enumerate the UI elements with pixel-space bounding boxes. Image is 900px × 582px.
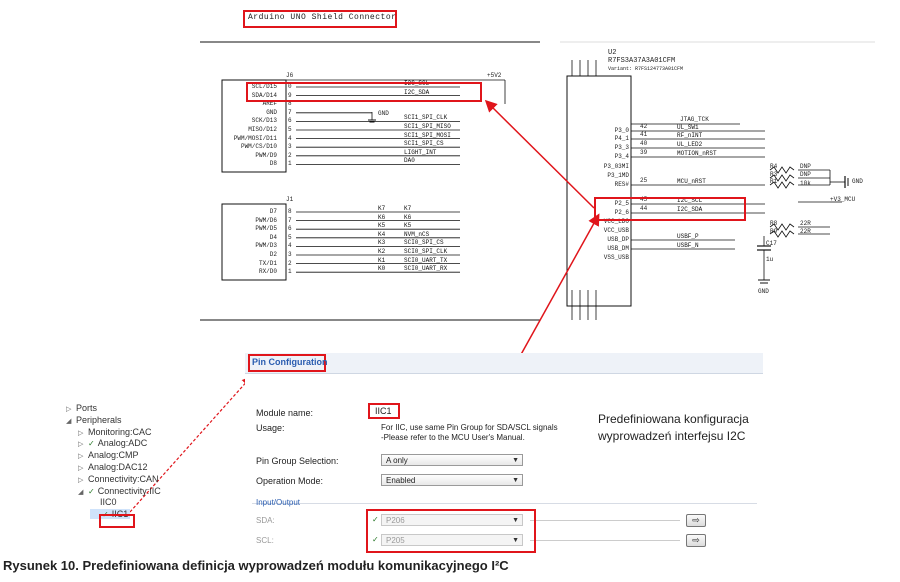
j6-pin-number: 0 — [288, 83, 292, 90]
tree-item-label: Connectivity:CAN — [88, 473, 159, 484]
j6-pin-number: 6 — [288, 117, 292, 125]
u2-r9val: 22R — [800, 228, 811, 235]
u2-pin-name: VCC_USB — [603, 227, 629, 234]
u2-r8: R8 — [770, 220, 778, 227]
u2-pin-name: P2_5 — [614, 200, 629, 207]
check-icon: ✓ — [88, 439, 95, 449]
j1-pin-number: 3 — [288, 251, 292, 258]
op-mode-label: Operation Mode: — [256, 476, 324, 486]
u2-net-label: RF_nINT — [677, 132, 703, 139]
u2-net-label: UL_LED2 — [677, 141, 703, 148]
usage-text-1: For IIC, use same Pin Group for SDA/SCL signals — [381, 423, 558, 432]
chevron-down-icon: ▼ — [512, 477, 519, 484]
collapsed-arrow-icon[interactable]: ▷ — [78, 476, 84, 484]
collapsed-arrow-icon[interactable]: ▷ — [78, 429, 84, 437]
module-label: Module name: — [256, 408, 314, 418]
pin-group-select[interactable] — [381, 454, 523, 466]
j6-ref: J6 — [286, 72, 294, 79]
tree-item-label: Ports — [76, 403, 98, 413]
j1-k-label: K1 — [378, 256, 386, 264]
u2-pin-number: 42 — [640, 123, 648, 130]
tree-item-label: IIC1 — [111, 509, 129, 520]
j1-pin-number: 1 — [288, 268, 292, 276]
j6-gnd: GND — [378, 110, 389, 117]
j6-pin-number: 8 — [288, 100, 292, 108]
figure-caption: Rysunek 10. Predefiniowana definicja wyprowadzeń modułu komunikacyjnego I²C — [3, 558, 509, 573]
u2-pin-number: 44 — [640, 205, 648, 212]
j1-pin-name: TX/D1 — [258, 259, 277, 267]
j1-pin-number: 2 — [288, 259, 292, 267]
scl-check-icon: ✓ — [372, 535, 379, 544]
u2-net-label: UL_SW1 — [677, 124, 699, 131]
j1-k-label: K3 — [378, 239, 386, 247]
tree-item-label: Connectivity:IIC — [97, 485, 161, 496]
module-value: IIC1 — [375, 406, 392, 416]
u2-pin-name: P4_1 — [614, 135, 629, 142]
u2-net-label: I2C_SCL — [677, 197, 703, 204]
scl-slider-track — [530, 540, 680, 541]
u2-net-label: MOTION_nRST — [677, 150, 717, 157]
u2-jtag: JTAG_TCK — [680, 116, 709, 123]
j6-pin-number: 7 — [288, 108, 292, 116]
check-icon: ✓ — [88, 486, 95, 496]
tree-item-label: IIC0 — [100, 497, 117, 508]
j1-pin-name: PWM/D5 — [255, 225, 277, 233]
chevron-down-icon: ▼ — [512, 517, 519, 524]
j6-net-label: SCI1_SPI_CLK — [404, 114, 448, 122]
scl-label: SCL: — [256, 536, 274, 545]
u2-pin-number: 25 — [640, 177, 648, 184]
tree-item[interactable] — [78, 486, 161, 496]
sda-value: P206 — [386, 516, 405, 525]
collapsed-arrow-icon[interactable]: ▷ — [78, 453, 84, 461]
j6-supply: +5V2 — [487, 72, 502, 79]
u2-pin-name: P3_03MI — [603, 163, 629, 170]
u2-net-label: MCU_nRST — [677, 178, 706, 185]
j1-pin-name: PWM/D6 — [255, 216, 277, 224]
tree-item[interactable] — [66, 403, 97, 413]
j6-net-label: SCI1_SPI_MOSI — [404, 131, 451, 139]
u2-net-label: I2C_SDA — [677, 206, 703, 213]
u2-pin-number: 45 — [640, 196, 648, 203]
j1-pin-name: D4 — [269, 233, 277, 241]
tree-item[interactable] — [78, 474, 159, 484]
u2-r1val: 10k — [800, 180, 811, 187]
u2-vcc: +V3_MCU — [830, 196, 856, 203]
expanded-arrow-icon[interactable]: ◢ — [66, 417, 72, 425]
u2-pin-name: P2_6 — [614, 209, 629, 216]
chevron-down-icon: ▼ — [512, 457, 519, 464]
j1-pin-name: PWM/D3 — [255, 242, 277, 250]
u2-pin-name: P3_4 — [614, 153, 629, 160]
u2-pin-name: P3_1MD — [607, 172, 629, 179]
j1-k-label: K2 — [378, 248, 386, 255]
j6-pin-number: 5 — [288, 126, 292, 133]
j1-net-label: SCI0_UART_RX — [404, 265, 448, 273]
j1-pin-number: 8 — [288, 208, 292, 215]
j6-pin-number: 9 — [288, 91, 292, 99]
io-divider — [252, 503, 757, 504]
scl-value: P205 — [386, 536, 405, 545]
j1-net-label: K5 — [404, 222, 412, 230]
j6-pin-number: 1 — [288, 160, 292, 168]
u2-gnd: GND — [852, 178, 863, 185]
op-mode-select[interactable] — [381, 474, 523, 486]
tree-item-label: Monitoring:CAC — [88, 426, 152, 437]
sda-goto-button[interactable]: ⇨ — [686, 514, 706, 527]
check-icon: ✓ — [102, 510, 109, 520]
j1-pin-number: 7 — [288, 216, 292, 224]
j1-net-label: K6 — [404, 213, 412, 221]
note-line-2: wyprowadzeń interfejsu I2C — [598, 429, 746, 443]
u2-pin-name: VSS_USB — [603, 254, 629, 261]
j1-pin-number: 6 — [288, 225, 292, 233]
j1-k-label: K4 — [378, 230, 386, 238]
j1-k-label: K7 — [378, 205, 386, 212]
j6-pin-number: 2 — [288, 151, 292, 159]
j1-net-label: SCI0_SPI_CLK — [404, 248, 448, 255]
j1-pin-name: D2 — [269, 251, 277, 258]
j6-pin-name: SCL/D15 — [251, 83, 277, 90]
io-title: Input/Output — [256, 498, 301, 507]
tree-item[interactable] — [78, 450, 139, 460]
tree-item[interactable] — [78, 427, 152, 437]
tree-item-label: Peripherals — [76, 414, 122, 425]
u2-pin-name: RES# — [614, 181, 629, 188]
scl-goto-button[interactable]: ⇨ — [686, 534, 706, 547]
u2-variant: Variant: R7FS124773A01CFM — [608, 66, 684, 72]
op-mode-value: Enabled — [386, 476, 416, 485]
config-title: Pin Configuration — [252, 357, 328, 367]
u2-pin-number: 40 — [640, 140, 648, 147]
j6-pin-name: SDA/D14 — [251, 91, 277, 99]
j1-pin-number: 4 — [288, 242, 292, 250]
j6-pin-number: 4 — [288, 134, 292, 142]
u2-pin-name: USB_DP — [607, 236, 629, 243]
j6-net-label: DA0 — [404, 157, 415, 165]
j1-ref: J1 — [286, 196, 294, 203]
collapsed-arrow-icon[interactable]: ▷ — [78, 441, 84, 449]
j1-pin-name: D7 — [269, 208, 277, 215]
j6-pin-name: PWM/CS/D10 — [240, 143, 277, 151]
u2-r9: R9 — [770, 228, 778, 235]
usage-text-2: -Please refer to the MCU User's Manual. — [381, 433, 525, 442]
sda-slider-track — [530, 520, 680, 521]
j6-pin-name: PWM/D9 — [255, 151, 277, 159]
u2-c17-gnd: GND — [758, 288, 769, 295]
sda-check-icon: ✓ — [372, 515, 379, 524]
u2-pin-name: P3_0 — [614, 127, 629, 134]
u2-r1: R1 — [770, 178, 778, 185]
j6-pin-name: GND — [266, 108, 277, 116]
pin-group-value: A only — [386, 456, 408, 465]
u2-net-label: USBF_N — [677, 242, 699, 249]
j6-pin-name: AREF — [262, 100, 277, 108]
u2-pin-name: VCC_LDO — [603, 218, 629, 225]
tree-item[interactable] — [78, 438, 147, 448]
io-pins-highlight — [366, 509, 536, 553]
note-line-1: Predefiniowana konfiguracja — [598, 412, 749, 426]
u2-c17val: 1u — [766, 256, 774, 263]
j6-pin-name: D8 — [269, 160, 277, 168]
u2-pin-number: 39 — [640, 149, 648, 156]
tree-item-label: Analog:ADC — [97, 438, 148, 449]
tree-item[interactable] — [90, 497, 117, 507]
u2-r3: R3 — [770, 171, 778, 178]
j1-pin-number: 5 — [288, 233, 292, 241]
j1-pin-name: RX/D0 — [258, 268, 277, 276]
u2-pin-number: 41 — [640, 131, 648, 138]
chevron-down-icon: ▼ — [512, 537, 519, 544]
j1-net-label: NVM_nCS — [404, 230, 430, 238]
usage-label: Usage: — [256, 423, 285, 433]
u2-pin-name: USB_DM — [607, 245, 629, 252]
u2-r4: R4 — [770, 163, 778, 170]
j6-net-label: SCI1_SPI_MISO — [404, 123, 451, 130]
j1-k-label: K0 — [378, 265, 386, 273]
j6-net-label: I2C_SCL — [404, 80, 430, 87]
sda-label: SDA: — [256, 516, 275, 525]
expanded-arrow-icon[interactable]: ◢ — [78, 488, 84, 496]
j6-pin-name: PWM/MOSI/D11 — [233, 134, 277, 142]
u2-c17: C17 — [766, 240, 777, 247]
j6-net-label: I2C_SDA — [404, 88, 430, 96]
pin-group-label: Pin Group Selection: — [256, 456, 339, 466]
u2-dnp2: DNP — [800, 171, 811, 178]
arduino-header-title: Arduino UNO Shield Connector — [248, 13, 397, 22]
collapsed-arrow-icon[interactable]: ▷ — [66, 406, 72, 413]
u2-ref: U2 — [608, 49, 617, 57]
j1-net-label: SCI0_UART_TX — [404, 256, 448, 264]
j1-net-label: K7 — [404, 205, 412, 212]
j6-pin-name: SCK/D13 — [251, 117, 277, 125]
collapsed-arrow-icon[interactable]: ▷ — [78, 465, 84, 472]
tree-item[interactable] — [66, 415, 122, 425]
j6-pin-name: MISO/D12 — [248, 126, 277, 133]
tree-item-label: Analog:CMP — [88, 450, 139, 461]
tree-item-label: Analog:DAC12 — [88, 462, 148, 472]
u2-part: R7FS3A37A3A01CFM — [608, 57, 676, 65]
j1-k-label: K6 — [378, 213, 386, 221]
j6-pin-number: 3 — [288, 143, 292, 151]
j6-net-label: SCI1_SPI_CS — [404, 140, 444, 148]
u2-dnp1: DNP — [800, 163, 811, 170]
u2-net-label: USBF_P — [677, 233, 699, 240]
tree-iic1-highlight — [99, 514, 135, 528]
tree-item[interactable] — [78, 462, 148, 472]
j1-k-label: K5 — [378, 222, 386, 230]
j1-net-label: SCI0_SPI_CS — [404, 239, 444, 247]
j6-net-label: LIGHT_INT — [404, 148, 437, 156]
u2-r8val: 22R — [800, 220, 811, 227]
u2-pin-name: P3_3 — [614, 144, 629, 151]
